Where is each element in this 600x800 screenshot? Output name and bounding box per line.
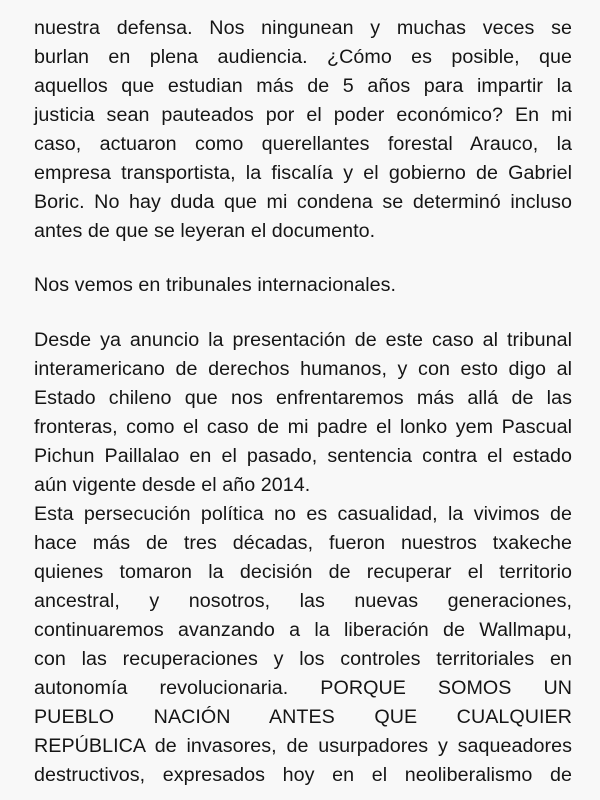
text-line: continuaremos avanzando a la liberación de Wallmapu, bbox=[34, 619, 572, 641]
text-line: Boric. No hay duda que mi condena se determinó incluso bbox=[34, 191, 572, 213]
text-line: Nos vemos en tribunales internacionales. bbox=[34, 274, 397, 296]
text-line: quienes tomaron la decisión de recuperar el territorio bbox=[34, 561, 572, 583]
text-line: interamericano de derechos humanos, y con esto digo al bbox=[34, 358, 572, 380]
text-line: hace más de tres décadas, fueron nuestros txakeche bbox=[34, 532, 572, 554]
text-line: PUEBLO NACIÓN ANTES QUE CUALQUIER bbox=[34, 706, 572, 728]
text-line: nuestra defensa. Nos ningunean y muchas veces se bbox=[34, 17, 572, 39]
text-line: caso, actuaron como querellantes forestal Arauco, la bbox=[34, 133, 572, 155]
text-line: aún vigente desde el año 2014. bbox=[34, 474, 311, 496]
text-line: antes de que se leyeran el documento. bbox=[34, 220, 376, 242]
text-line: autonomía revolucionaria. PORQUE SOMOS UN bbox=[34, 677, 572, 699]
text-line: empresa transportista, la fiscalía y el gobierno de Gabriel bbox=[34, 162, 572, 184]
text-line: fronteras, como el caso de mi padre el lonko yem Pascual bbox=[34, 416, 572, 438]
text-line: Estado chileno que nos enfrentaremos más allá de las bbox=[34, 387, 572, 409]
text-line: justicia sean pauteados por el poder económico? En mi bbox=[34, 104, 572, 126]
text-line: destructivos, expresados hoy en el neoliberalismo de bbox=[34, 764, 572, 786]
text-line: Esta persecución política no es casualidad, la vivimos de bbox=[34, 503, 572, 525]
text-line: Pichun Paillalao en el pasado, sentencia contra el estado bbox=[34, 445, 572, 467]
text-line: aquellos que estudian más de 5 años para impartir la bbox=[34, 75, 572, 97]
text-line: con las recuperaciones y los controles territoriales en bbox=[34, 648, 572, 670]
text-line: REPÚBLICA de invasores, de usurpadores y saqueadores bbox=[34, 735, 572, 757]
text-line: ancestral, y nosotros, las nuevas generaciones, bbox=[34, 590, 572, 612]
text-line: Desde ya anuncio la presentación de este caso al tribunal bbox=[34, 329, 572, 351]
text-line: burlan en plena audiencia. ¿Cómo es posible, que bbox=[34, 46, 572, 68]
